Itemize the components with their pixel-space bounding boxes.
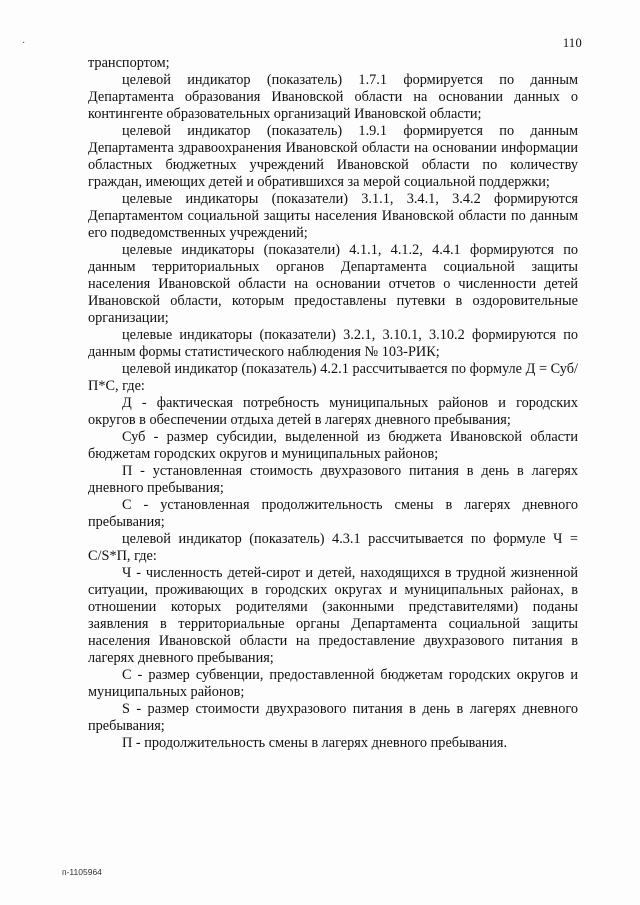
corner-dot-mark: · [22,38,26,49]
paragraph-indicator-1-7-1: целевой индикатор (показатель) 1.7.1 формируется по данным Департамента образования Ивановской области на основании данных о контингенте образовательных организаций Ивановской области; [88,72,578,122]
paragraph-def-p-duration: П - продолжительность смены в лагерях дневного пребывания. [122,735,508,751]
paragraph-def-d: Д - фактическая потребность муниципальных районов и городских округов в обеспечении отдыха детей в лагерях дневного пребывания; [88,395,578,428]
paragraph-indicators-4-1-1: целевые индикаторы (показатели) 4.1.1, 4.1.2, 4.4.1 формируются по данным территориальных органов Департамента социальной защиты населения Ивановской области на основании отчетов о численности детей Ивановской области, которым предоставлены путевки в оздоровительные организации; [88,242,578,326]
document-body [88,55,578,752]
paragraph-indicator-4-2-1: целевой индикатор (показатель) 4.2.1 рассчитывается по формуле Д = Суб/П*С, где: [88,361,578,394]
paragraph-def-ch: Ч - численность детей-сирот и детей, находящихся в трудной жизненной ситуации, проживающих в городских округах и муниципальных районах, в отношении которых родителями (законными представителями) поданы заявления в территориальные органы Департамента социальной защиты населения Ивановской области на предоставление двухразового питания в лагерях дневного пребывания; [88,565,578,666]
paragraph-indicator-1-9-1: целевой индикатор (показатель) 1.9.1 формируется по данным Департамента здравоохранения Ивановской области на основании информации областных бюджетных учреждений Ивановской области по количеству граждан, имеющих детей и обратившихся за мерой социальной поддержки; [88,123,578,190]
footer-document-code: п-1105964 [62,867,102,877]
paragraph-def-c-subvention: С - размер субвенции, предоставленной бюджетам городских округов и муниципальных районов; [88,667,578,700]
paragraph-indicators-3-2-1: целевые индикаторы (показатели) 3.2.1, 3.10.1, 3.10.2 формируются по данным формы статистического наблюдения № 103-РИК; [88,327,578,360]
page-number: 110 [562,36,582,50]
paragraph-def-p: П - установленная стоимость двухразового питания в день в лагерях дневного пребывания; [88,463,578,496]
paragraph-def-s-cost: S - размер стоимости двухразового питания в день в лагерях дневного пребывания; [88,701,578,734]
paragraph-indicators-3-1-1: целевые индикаторы (показатели) 3.1.1, 3.4.1, 3.4.2 формируются Департаментом социальной защиты населения Ивановской области по данным его подведомственных учреждений; [88,191,578,241]
paragraph-indicator-4-3-1: целевой индикатор (показатель) 4.3.1 рассчитывается по формуле Ч = C/S*П, где: [88,531,578,564]
paragraph-transport: транспортом; [88,55,170,71]
paragraph-def-sub: Суб - размер субсидии, выделенной из бюджета Ивановской области бюджетам городских округов и муниципальных районов; [88,429,578,462]
paragraph-def-s: С - установленная продолжительность смены в лагерях дневного пребывания; [88,497,578,530]
